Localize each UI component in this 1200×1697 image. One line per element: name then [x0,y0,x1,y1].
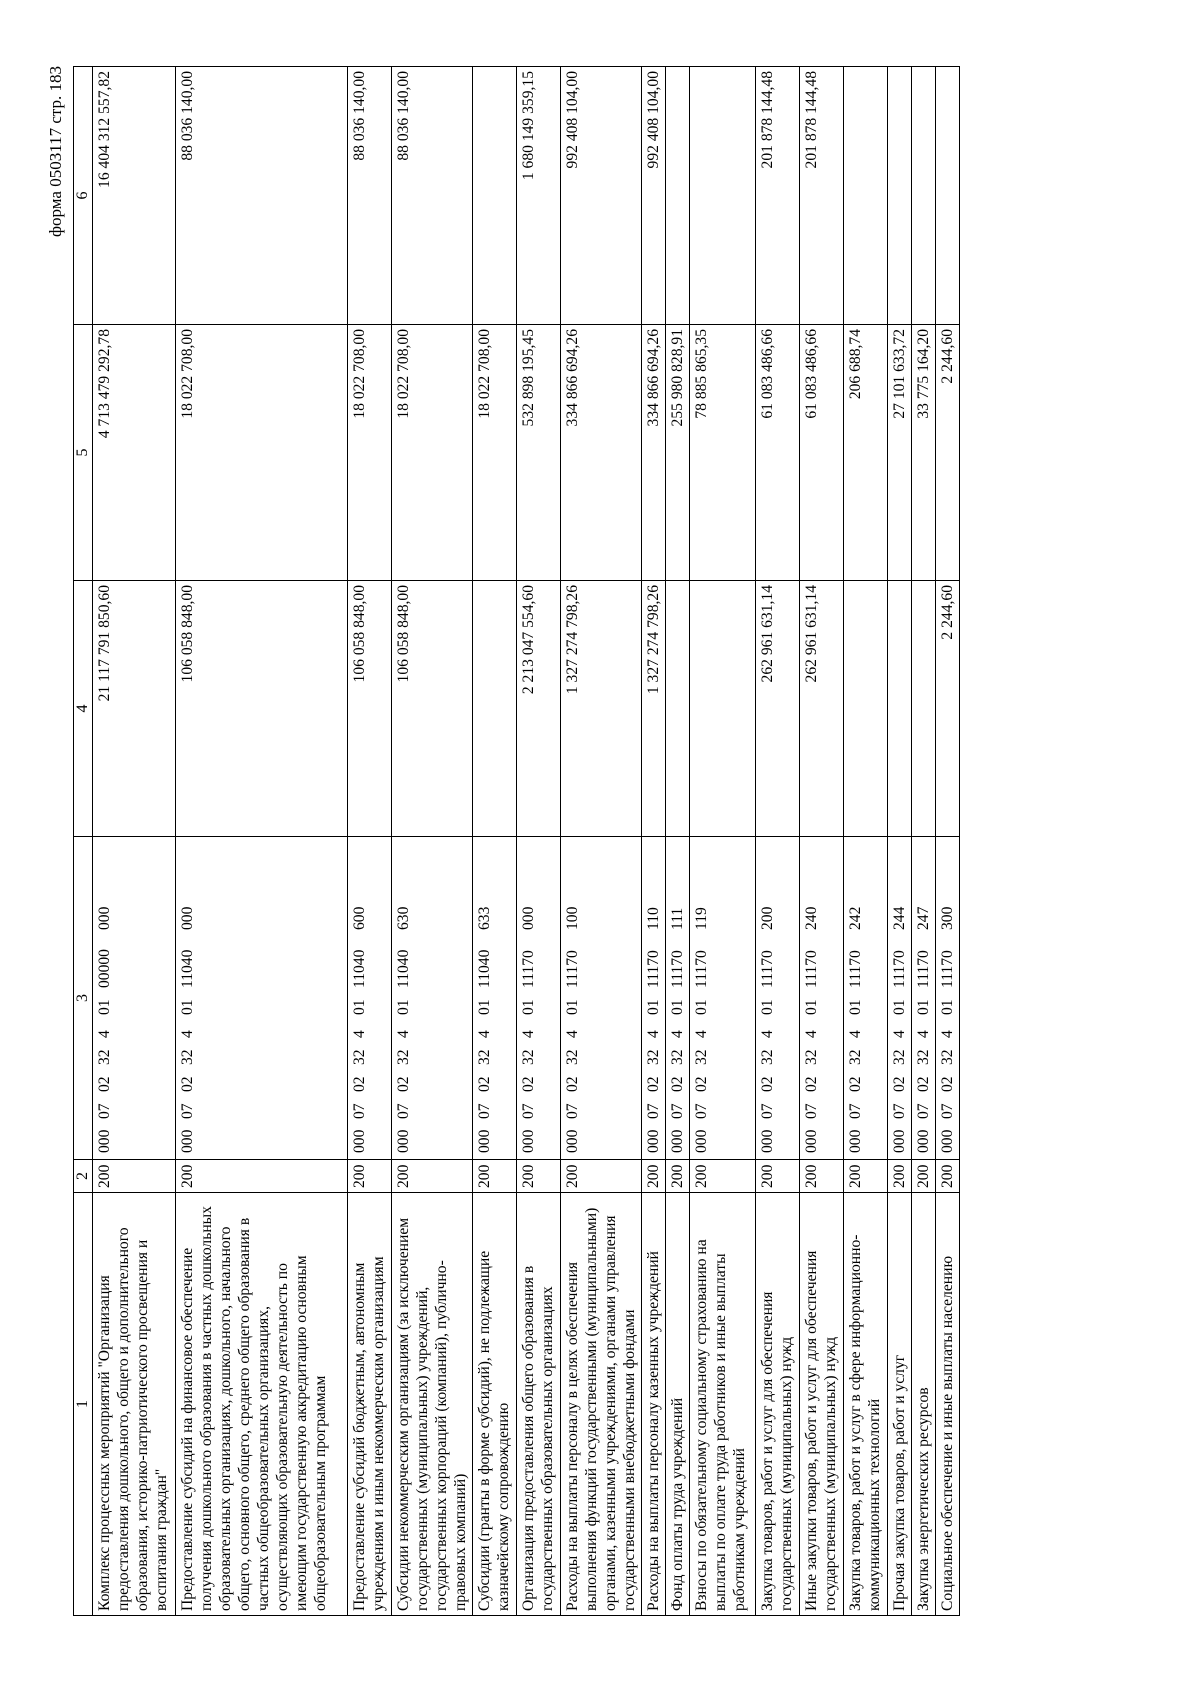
budget-code-part: 07 [915,1103,932,1119]
budget-code-part: 110 [645,907,662,930]
budget-code-part: 02 [759,1076,776,1092]
budget-code-part: 11040 [395,949,412,988]
row-executed: 255 980 828,91 [666,325,690,581]
budget-code-part: 02 [693,1076,710,1092]
row-line-code: 200 [800,1160,844,1193]
budget-code-part: 11170 [803,950,820,988]
budget-code-part: 000 [891,1129,908,1153]
budget-code-part: 07 [891,1103,908,1119]
row-name: Организация предоставления общего образования в государственных образовательных организациях [517,1193,561,1616]
budget-code-part: 01 [759,999,776,1015]
budget-code-part: 4 [847,1030,864,1038]
budget-code-part: 07 [96,1103,113,1119]
budget-code-part: 111 [669,907,686,930]
row-executed: 18 022 708,00 [473,325,517,581]
budget-code-part: 02 [395,1076,412,1092]
row-line-code: 200 [642,1160,666,1193]
budget-code-part: 11040 [476,949,493,988]
row-approved: 21 117 791 850,60 [93,581,176,837]
row-name: Закупка товаров, работ и услуг в сфере информационно-коммуникационных технологий [844,1193,888,1616]
budget-code-part: 000 [476,1129,493,1153]
row-unexecuted: 201 878 144,48 [800,67,844,325]
budget-code-part: 32 [759,1049,776,1065]
table-row [392,67,473,1616]
budget-code-part: 600 [351,906,368,930]
budget-code-part: 4 [693,1030,710,1038]
budget-code-part: 4 [96,1030,113,1038]
row-unexecuted: 88 036 140,00 [392,67,473,325]
budget-code-part: 32 [395,1049,412,1065]
budget-code-part: 4 [351,1030,368,1038]
budget-code-part: 11170 [520,950,537,988]
budget-code-part: 11170 [915,950,932,988]
row-budget-code [756,837,800,1160]
budget-code-part: 32 [669,1049,686,1065]
budget-code-part: 01 [693,999,710,1015]
budget-code-part: 119 [693,907,710,930]
budget-code-part: 11170 [759,950,776,988]
budget-code-part: 01 [476,999,493,1015]
budget-code-part: 01 [564,999,581,1015]
budget-code-part: 02 [179,1076,196,1092]
row-line-code: 200 [561,1160,642,1193]
row-line-code: 200 [936,1160,960,1193]
table-row [473,67,517,1616]
row-name: Расходы на выплаты персоналу в целях обеспечения выполнения функций государственными (муниципальными) органами, казенными учреждениями, органами управления государственными внебюджетными фондами [561,1193,642,1616]
row-approved: 106 058 848,00 [392,581,473,837]
row-budget-code [517,837,561,1160]
row-executed: 18 022 708,00 [392,325,473,581]
budget-code-part: 07 [847,1103,864,1119]
row-line-code: 200 [473,1160,517,1193]
budget-code-part: 000 [915,1129,932,1153]
row-unexecuted: 992 408 104,00 [561,67,642,325]
row-name: Расходы на выплаты персоналу казенных учреждений [642,1193,666,1616]
form-label: форма 0503117 стр. 183 [46,66,65,237]
budget-code-part: 240 [803,906,820,930]
row-budget-code [642,837,666,1160]
row-unexecuted: 201 878 144,48 [756,67,800,325]
row-name: Закупка товаров, работ и услуг для обеспечения государственных (муниципальных) нужд [756,1193,800,1616]
budget-code-part: 01 [520,999,537,1015]
budget-code-part: 000 [564,1129,581,1153]
budget-code-part: 4 [915,1030,932,1038]
budget-code-part: 07 [476,1103,493,1119]
budget-code-part: 100 [564,906,581,930]
budget-code-part: 000 [759,1129,776,1153]
row-line-code: 200 [912,1160,936,1193]
budget-table [73,66,960,1616]
budget-code-part: 4 [395,1030,412,1038]
row-executed: 206 688,74 [844,325,888,581]
table-row [561,67,642,1616]
budget-code-part: 32 [847,1049,864,1065]
row-budget-code [473,837,517,1160]
table-row [800,67,844,1616]
row-unexecuted [666,67,690,325]
budget-code-part: 32 [645,1049,662,1065]
budget-code-part: 000 [669,1129,686,1153]
row-approved: 2 213 047 554,60 [517,581,561,837]
row-approved [888,581,912,837]
row-name: Прочая закупка товаров, работ и услуг [888,1193,912,1616]
table-row [912,67,936,1616]
header-row [74,67,93,1616]
budget-code-part: 01 [915,999,932,1015]
row-unexecuted [690,67,756,325]
table-row [888,67,912,1616]
budget-code-part: 07 [669,1103,686,1119]
row-budget-code [936,837,960,1160]
row-unexecuted [936,67,960,325]
row-line-code: 200 [756,1160,800,1193]
row-unexecuted: 992 408 104,00 [642,67,666,325]
budget-code-part: 32 [915,1049,932,1065]
row-line-code: 200 [93,1160,176,1193]
budget-code-part: 32 [803,1049,820,1065]
row-name: Предоставление субсидий на финансовое обеспечение получения дошкольного образования в частных дошкольных образовательных организациях, дошкольного, начального общего, основного общего, среднего общего образования в частных общеобразовательных организациях, осуществляющих образовательную деятельность по имеющим государственную аккредитацию основным общеобразовательным программам [176,1193,348,1616]
row-approved: 262 961 631,14 [800,581,844,837]
budget-code-part: 32 [939,1049,956,1065]
budget-code-part: 000 [803,1129,820,1153]
budget-code-part: 244 [891,906,908,930]
budget-code-part: 000 [96,1129,113,1153]
row-unexecuted [473,67,517,325]
row-budget-code [93,837,176,1160]
row-executed: 532 898 195,45 [517,325,561,581]
row-budget-code [912,837,936,1160]
budget-code-part: 000 [693,1129,710,1153]
budget-code-part: 32 [179,1049,196,1065]
row-executed: 33 775 164,20 [912,325,936,581]
budget-code-part: 11170 [564,950,581,988]
budget-code-part: 4 [645,1030,662,1038]
budget-code-part: 11170 [891,950,908,988]
row-executed: 61 083 486,66 [756,325,800,581]
row-budget-code [690,837,756,1160]
budget-code-part: 11170 [693,950,710,988]
budget-code-part: 07 [939,1103,956,1119]
budget-code-part: 11170 [645,950,662,988]
table-row [348,67,392,1616]
row-name: Социальное обеспечение и иные выплаты населению [936,1193,960,1616]
row-line-code: 200 [392,1160,473,1193]
budget-code-part: 07 [759,1103,776,1119]
row-executed: 27 101 633,72 [888,325,912,581]
row-approved: 262 961 631,14 [756,581,800,837]
row-name: Фонд оплаты труда учреждений [666,1193,690,1616]
table-row [176,67,348,1616]
budget-code-part: 07 [395,1103,412,1119]
header-col-2: 2 [74,1160,93,1193]
budget-code-part: 200 [759,906,776,930]
row-unexecuted: 88 036 140,00 [348,67,392,325]
budget-code-part: 4 [476,1030,493,1038]
budget-code-part: 32 [520,1049,537,1065]
row-line-code: 200 [348,1160,392,1193]
budget-code-part: 4 [891,1030,908,1038]
budget-code-part: 07 [803,1103,820,1119]
budget-code-part: 11170 [939,950,956,988]
budget-code-part: 02 [669,1076,686,1092]
budget-code-part: 630 [395,906,412,930]
row-approved [666,581,690,837]
budget-code-part: 00000 [96,949,113,988]
budget-code-part: 01 [803,999,820,1015]
row-budget-code [392,837,473,1160]
row-executed: 78 885 865,35 [690,325,756,581]
budget-code-part: 4 [669,1030,686,1038]
row-name: Субсидии (гранты в форме субсидий), не подлежащие казначейскому сопровождению [473,1193,517,1616]
header-col-3: 3 [74,837,93,1160]
row-line-code: 200 [690,1160,756,1193]
budget-code-part: 07 [645,1103,662,1119]
row-name: Иные закупки товаров, работ и услуг для обеспечения государственных (муниципальных) нужд [800,1193,844,1616]
budget-code-part: 32 [96,1049,113,1065]
header-col-4: 4 [74,581,93,837]
row-name: Субсидии некоммерческим организациям (за исключением государственных (муниципальных) учреждений, государственных корпораций (компаний), публично-правовых компаний) [392,1193,473,1616]
row-approved: 1 327 274 798,26 [642,581,666,837]
budget-code-part: 4 [939,1030,956,1038]
row-line-code: 200 [176,1160,348,1193]
table-row [93,67,176,1616]
budget-code-part: 32 [693,1049,710,1065]
budget-code-part: 07 [564,1103,581,1119]
table-row [517,67,561,1616]
budget-code-part: 000 [939,1129,956,1153]
budget-code-part: 000 [645,1129,662,1153]
row-name: Закупка энергетических ресурсов [912,1193,936,1616]
row-name: Предоставление субсидий бюджетным, автономным учреждениям и иным некоммерческим организациям [348,1193,392,1616]
row-executed: 18 022 708,00 [348,325,392,581]
budget-code-part: 01 [179,999,196,1015]
row-budget-code [176,837,348,1160]
budget-code-part: 300 [939,906,956,930]
budget-code-part: 07 [520,1103,537,1119]
budget-code-part: 07 [351,1103,368,1119]
table-row [844,67,888,1616]
budget-code-part: 32 [564,1049,581,1065]
budget-code-part: 11040 [179,949,196,988]
budget-code-part: 01 [645,999,662,1015]
budget-code-part: 02 [476,1076,493,1092]
table-row [666,67,690,1616]
budget-code-part: 242 [847,906,864,930]
budget-code-part: 11170 [847,950,864,988]
table-row [642,67,666,1616]
budget-code-part: 01 [351,999,368,1015]
budget-code-part: 000 [96,906,113,930]
budget-code-part: 02 [520,1076,537,1092]
row-executed: 4 713 479 292,78 [93,325,176,581]
row-name: Комплекс процессных мероприятий "Организация предоставления дошкольного, общего и дополнительного образования, историко-патриотического просвещения и воспитания граждан" [93,1193,176,1616]
budget-code-part: 000 [520,1129,537,1153]
row-executed: 18 022 708,00 [176,325,348,581]
budget-code-part: 11040 [351,949,368,988]
budget-code-part: 01 [395,999,412,1015]
row-executed: 2 244,60 [936,325,960,581]
row-line-code: 200 [666,1160,690,1193]
budget-code-part: 02 [891,1076,908,1092]
row-approved: 106 058 848,00 [176,581,348,837]
row-executed: 61 083 486,66 [800,325,844,581]
budget-code-part: 633 [476,906,493,930]
row-unexecuted: 88 036 140,00 [176,67,348,325]
budget-code-part: 02 [847,1076,864,1092]
row-budget-code [348,837,392,1160]
budget-code-part: 247 [915,906,932,930]
budget-code-part: 4 [520,1030,537,1038]
row-executed: 334 866 694,26 [561,325,642,581]
budget-code-part: 02 [351,1076,368,1092]
budget-code-part: 32 [351,1049,368,1065]
budget-code-part: 02 [564,1076,581,1092]
row-budget-code [666,837,690,1160]
budget-code-part: 01 [847,999,864,1015]
budget-code-part: 4 [759,1030,776,1038]
budget-code-part: 4 [179,1030,196,1038]
row-approved [844,581,888,837]
row-approved [912,581,936,837]
row-name: Взносы по обязательному социальному страхованию на выплаты по оплате труда работников и иные выплаты работникам учреждений [690,1193,756,1616]
budget-code-part: 000 [351,1129,368,1153]
table-row [936,67,960,1616]
budget-code-part: 000 [520,906,537,930]
row-line-code: 200 [888,1160,912,1193]
budget-code-part: 02 [939,1076,956,1092]
row-budget-code [844,837,888,1160]
budget-code-part: 01 [891,999,908,1015]
row-approved [690,581,756,837]
row-approved: 2 244,60 [936,581,960,837]
row-executed: 334 866 694,26 [642,325,666,581]
row-unexecuted: 1 680 149 359,15 [517,67,561,325]
row-approved: 1 327 274 798,26 [561,581,642,837]
budget-code-part: 01 [669,999,686,1015]
budget-code-part: 02 [645,1076,662,1092]
budget-code-part: 000 [395,1129,412,1153]
budget-code-part: 000 [847,1129,864,1153]
budget-code-part: 02 [803,1076,820,1092]
budget-code-part: 07 [693,1103,710,1119]
budget-code-part: 000 [179,906,196,930]
row-approved [473,581,517,837]
row-unexecuted [912,67,936,325]
budget-code-part: 4 [564,1030,581,1038]
header-col-1: 1 [74,1193,93,1616]
header-col-6: 6 [74,67,93,325]
budget-code-part: 11170 [669,950,686,988]
table-row [756,67,800,1616]
row-unexecuted [844,67,888,325]
budget-code-part: 4 [803,1030,820,1038]
budget-code-part: 32 [891,1049,908,1065]
row-line-code: 200 [844,1160,888,1193]
row-budget-code [888,837,912,1160]
budget-code-part: 02 [915,1076,932,1092]
row-budget-code [561,837,642,1160]
budget-code-part: 01 [96,999,113,1015]
budget-code-part: 07 [179,1103,196,1119]
table-body [74,67,960,1616]
table-row [690,67,756,1616]
header-col-5: 5 [74,325,93,581]
budget-code-part: 02 [96,1076,113,1092]
budget-code-part: 000 [179,1129,196,1153]
row-line-code: 200 [517,1160,561,1193]
row-unexecuted [888,67,912,325]
row-unexecuted: 16 404 312 557,82 [93,67,176,325]
budget-code-part: 32 [476,1049,493,1065]
row-approved: 106 058 848,00 [348,581,392,837]
budget-code-part: 01 [939,999,956,1015]
row-budget-code [800,837,844,1160]
